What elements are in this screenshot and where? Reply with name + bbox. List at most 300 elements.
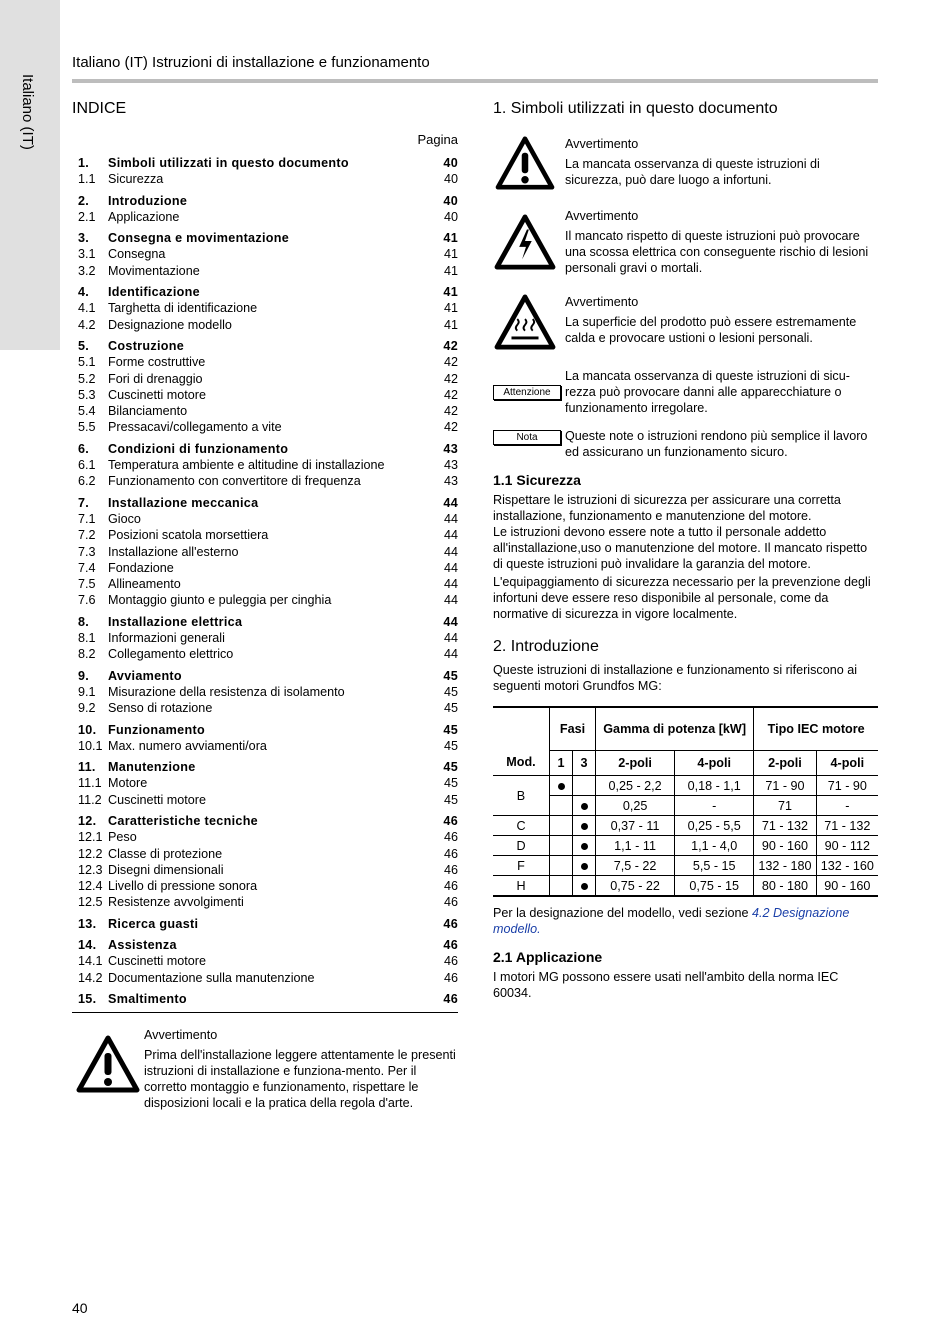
toc-entry-page: 42 (443, 371, 458, 386)
toc-entry-title: Motore (108, 776, 148, 791)
toc-entry-number: 10.1 (78, 738, 103, 753)
toc-entry-page: 44 (443, 528, 458, 543)
toc-group (72, 937, 458, 986)
toc-entry-title: Avviamento (108, 668, 182, 683)
table-row (493, 856, 878, 876)
toc-entry[interactable] (72, 775, 458, 791)
toc-entry-number: 3.2 (78, 263, 96, 278)
toc-entry-number: 7.4 (78, 560, 96, 575)
toc-entry-title: Gioco (108, 511, 141, 526)
toc-entry-number: 4.1 (78, 301, 96, 316)
cell-phase-f3 (573, 876, 596, 897)
toc-entry-page: 41 (443, 301, 458, 316)
toc-entry[interactable] (72, 614, 458, 630)
table-row (493, 776, 878, 796)
toc-entry-title: Targhetta di identificazione (108, 301, 258, 316)
toc-entry[interactable] (72, 991, 458, 1007)
cell-mod: B (493, 776, 550, 816)
toc-entry-title: Applicazione (108, 209, 180, 224)
toc-entry-title: Misurazione della resistenza di isolamento (108, 684, 345, 699)
col-gamma-4p: 4-poli (675, 751, 754, 776)
cell-g4: 0,75 - 15 (675, 876, 754, 897)
toc-entry-title: Assistenza (108, 938, 177, 953)
symbol-text: La superficie del prodotto può essere estremamente calda e provocare ustioni o lesioni personali. (565, 315, 857, 345)
table-row (493, 796, 878, 816)
toc-entry[interactable] (72, 387, 458, 403)
toc-entry-title: Caratteristiche tecniche (108, 813, 258, 828)
toc-entry-page: 44 (443, 577, 458, 592)
toc-entry-title: Funzionamento con convertitore di frequenza (108, 474, 361, 489)
cell-g2: 1,1 - 11 (596, 836, 675, 856)
toc-entry-page: 40 (443, 156, 458, 170)
toc-entry-title: Posizioni scatola morsettiera (108, 528, 269, 543)
toc-entry-page: 45 (443, 722, 458, 737)
toc-entry-page: 41 (443, 231, 458, 246)
toc-entry-page: 45 (443, 701, 458, 716)
toc-entry-title: Fori di drenaggio (108, 371, 203, 386)
installation-warning (72, 1027, 458, 1111)
toc-entry[interactable] (72, 862, 458, 878)
cell-g4: - (675, 796, 754, 816)
toc-entry[interactable] (72, 441, 458, 457)
toc-entry-page: 45 (443, 792, 458, 807)
motor-table (493, 706, 878, 897)
toc-entry-page: 44 (443, 593, 458, 608)
cell-t4: 90 - 160 (816, 876, 878, 897)
table-row (493, 876, 878, 897)
toc-entry[interactable] (72, 209, 458, 225)
toc-entry-title: Informazioni generali (108, 631, 225, 646)
toc-entry-title: Allineamento (108, 577, 181, 592)
toc-entry-page: 46 (443, 813, 458, 828)
toc-entry-number: 1.1 (78, 172, 96, 187)
toc-entry-title: Costruzione (108, 338, 185, 353)
cell-phase-f1 (550, 796, 573, 816)
toc-entry-number: 7.5 (78, 577, 96, 592)
toc-entry-number: 14.2 (78, 970, 103, 985)
bullet-icon (581, 863, 588, 870)
toc-entry-page: 46 (443, 916, 458, 931)
toc-entry-number: 14. (78, 938, 97, 953)
warning-label: Avvertimento (144, 1028, 218, 1043)
toc-entry-title: Livello di pressione sonora (108, 879, 258, 894)
cell-g2: 0,25 - 2,2 (596, 776, 675, 796)
toc-entry-number: 8.2 (78, 647, 96, 662)
page-header (72, 54, 430, 71)
section-1-title: 1. Simboli utilizzati in questo documento (493, 100, 778, 117)
toc-entry[interactable] (72, 738, 458, 754)
toc-entry-title: Collegamento elettrico (108, 647, 234, 662)
col-tipo-4p: 4-poli (816, 751, 878, 776)
toc-entry-number: 11. (78, 760, 96, 775)
toc-entry-number: 4. (78, 285, 90, 300)
toc-group (72, 722, 458, 755)
toc-entry[interactable] (72, 953, 458, 969)
toc-entry[interactable] (72, 511, 458, 527)
electric-shock-icon (493, 208, 565, 276)
toc-entry-number: 5.4 (78, 404, 96, 419)
toc-entry-title: Movimentazione (108, 263, 200, 278)
symbol-attention (493, 368, 878, 416)
toc-entry[interactable] (72, 338, 458, 354)
toc-entry-page: 42 (443, 387, 458, 402)
toc-entry-number: 7.2 (78, 528, 96, 543)
cell-phase-f3 (573, 776, 596, 796)
toc-entry[interactable] (72, 193, 458, 209)
toc-group (72, 284, 458, 333)
toc-entry[interactable] (72, 970, 458, 986)
toc-entry-title: Peso (108, 830, 137, 845)
toc-entry-title: Disegni dimensionali (108, 862, 224, 877)
toc-entry[interactable] (72, 155, 458, 171)
toc-entry-title: Smaltimento (108, 991, 187, 1006)
toc-entry-page: 45 (443, 760, 458, 775)
safety-paragraph-2: Le istruzioni devono essere note a tutto il personale addetto all'installazione,uso o manutenzione del motore. Il mancato rispetto di queste istruzioni può invalidare la garanzia del motore. (493, 525, 868, 571)
toc-entry[interactable] (72, 246, 458, 262)
toc-entry-number: 12.4 (78, 879, 103, 894)
note-badge: Nota (493, 430, 561, 445)
toc-entry-page: 43 (443, 474, 458, 489)
toc-entry-number: 6. (78, 441, 90, 456)
toc-group (72, 441, 458, 490)
col-gamma: Gamma di potenza [kW] (596, 707, 754, 751)
toc-entry-number: 3. (78, 231, 90, 246)
page-number: 40 (72, 1300, 88, 1316)
attention-badge: Attenzione (493, 385, 561, 400)
toc-entry[interactable] (72, 813, 458, 829)
toc-entry-title: Funzionamento (108, 722, 205, 737)
cell-t4: 132 - 160 (816, 856, 878, 876)
toc-group (72, 193, 458, 226)
toc-entry-number: 9.1 (78, 684, 96, 699)
toc-entry[interactable] (72, 592, 458, 608)
toc-entry-page: 43 (443, 441, 458, 456)
toc-entry-number: 10. (78, 722, 97, 737)
side-language-tab (0, 0, 60, 350)
content-column (493, 100, 878, 1001)
toc-entry[interactable] (72, 759, 458, 775)
cell-t2: 132 - 180 (754, 856, 816, 876)
cell-mod: H (493, 876, 550, 897)
toc-entry[interactable] (72, 171, 458, 187)
toc-entry-page: 44 (443, 647, 458, 662)
toc-entry[interactable] (72, 495, 458, 511)
toc-entry-page: 46 (443, 938, 458, 953)
toc-entry[interactable] (72, 284, 458, 300)
toc-page-column-header: Pagina (417, 132, 458, 147)
toc-entry-number: 9.2 (78, 701, 96, 716)
toc-entry[interactable] (72, 722, 458, 738)
safety-paragraph-3: L'equipaggiamento di sicurezza necessario per la prevenzione degli infortuni deve essere reso disponibile al personale, come da normative di sicurezza in vigore localmente. (493, 575, 871, 621)
cell-phase-f3 (573, 836, 596, 856)
cell-t2: 90 - 160 (754, 836, 816, 856)
toc-entry-number: 12.5 (78, 895, 103, 910)
toc-entry-title: Installazione elettrica (108, 614, 243, 629)
toc-entry-number: 12.3 (78, 862, 103, 877)
toc-entry[interactable] (72, 646, 458, 662)
toc-entry-page: 45 (443, 776, 458, 791)
toc-entry[interactable] (72, 700, 458, 716)
cell-t2: 71 - 132 (754, 816, 816, 836)
toc-entry-title: Cuscinetti motore (108, 387, 206, 402)
toc-entry-number: 13. (78, 916, 97, 931)
toc-entry-title: Designazione modello (108, 317, 232, 332)
cell-g2: 0,75 - 22 (596, 876, 675, 897)
toc-entry-number: 6.1 (78, 458, 96, 473)
toc-entry-page: 44 (443, 495, 458, 510)
toc-group (72, 759, 458, 808)
safety-paragraph-1: Rispettare le istruzioni di sicurezza per assicurare una corretta installazione, funzionamento e manutenzione del motore. (493, 493, 841, 523)
toc-entry-title: Ricerca guasti (108, 916, 199, 931)
toc-group (72, 155, 458, 188)
toc-group (72, 230, 458, 279)
toc-entry-title: Max. numero avviamenti/ora (108, 738, 267, 753)
header-language: Italiano (IT) (72, 54, 148, 71)
toc-entry-page: 46 (443, 879, 458, 894)
toc-entry[interactable] (72, 473, 458, 489)
toc-entry-title: Bilanciamento (108, 404, 188, 419)
toc-title: INDICE (72, 100, 127, 117)
symbol-text: La mancata osservanza di queste istruzioni di sicurezza, può dare luogo a infortuni. (565, 157, 820, 187)
toc-entry-title: Cuscinetti motore (108, 954, 206, 969)
toc-entry-title: Cuscinetti motore (108, 792, 206, 807)
toc-entry-title: Montaggio giunto e puleggia per cinghia (108, 593, 332, 608)
cell-g4: 5,5 - 15 (675, 856, 754, 876)
toc-entry-title: Documentazione sulla manutenzione (108, 970, 315, 985)
cell-phase-f1 (550, 876, 573, 897)
toc-entry-title: Identificazione (108, 285, 200, 300)
toc-column (72, 100, 458, 1111)
toc-entry-number: 5.3 (78, 387, 96, 402)
attention-text: La mancata osservanza di queste istruzioni di sicu-rezza può provocare danni alle apparecchiature o funzionamento irregolare. (565, 369, 850, 415)
cell-t4: 71 - 90 (816, 776, 878, 796)
toc-entry-number: 5.5 (78, 420, 96, 435)
cell-phase-f1 (550, 776, 573, 796)
section-2-title: 2. Introduzione (493, 638, 599, 655)
cell-phase-f1 (550, 816, 573, 836)
toc-entry-title: Consegna (108, 247, 166, 262)
toc-entry[interactable] (72, 419, 458, 435)
cell-g2: 0,25 (596, 796, 675, 816)
toc-entry-number: 12.2 (78, 846, 103, 861)
hot-surface-icon (493, 294, 565, 350)
cell-mod: F (493, 856, 550, 876)
toc-entry[interactable] (72, 792, 458, 808)
cell-g4: 0,18 - 1,1 (675, 776, 754, 796)
toc-entry-page: 44 (443, 631, 458, 646)
model-reference (493, 905, 878, 937)
symbol-label: Avvertimento (565, 137, 639, 151)
toc-entry-page: 46 (443, 862, 458, 877)
cell-phase-f1 (550, 836, 573, 856)
toc-entry[interactable] (72, 846, 458, 862)
toc-entry[interactable] (72, 937, 458, 953)
warning-exclamation-icon (493, 136, 565, 190)
table-row (493, 816, 878, 836)
toc-bottom-rule (72, 1012, 458, 1013)
col-mod: Mod. (493, 707, 550, 776)
toc-entry-number: 5.2 (78, 371, 96, 386)
col-fasi: Fasi (550, 707, 596, 751)
col-fase-1: 1 (550, 751, 573, 776)
toc-entry-page: 41 (443, 317, 458, 332)
cell-t2: 71 - 90 (754, 776, 816, 796)
toc-list (72, 155, 458, 1007)
toc-entry[interactable] (72, 371, 458, 387)
toc-entry-page: 46 (443, 846, 458, 861)
toc-entry[interactable] (72, 630, 458, 646)
toc-entry-title: Simboli utilizzati in questo documento (108, 156, 349, 170)
warning-exclamation-icon (72, 1027, 144, 1111)
bullet-icon (581, 823, 588, 830)
cell-mod: C (493, 816, 550, 836)
toc-entry-number: 15. (78, 991, 97, 1006)
symbol-warning-hot (493, 294, 878, 350)
toc-entry-title: Senso di rotazione (108, 701, 213, 716)
toc-entry-title: Manutenzione (108, 760, 196, 775)
toc-entry-page: 44 (443, 544, 458, 559)
toc-entry-number: 11.2 (78, 792, 102, 807)
toc-entry[interactable] (72, 668, 458, 684)
toc-entry-title: Installazione meccanica (108, 495, 259, 510)
toc-entry-title: Pressacavi/collegamento a vite (108, 420, 282, 435)
toc-entry[interactable] (72, 230, 458, 246)
cell-phase-f3 (573, 816, 596, 836)
toc-entry-page: 45 (443, 684, 458, 699)
toc-entry-number: 6.2 (78, 474, 96, 489)
toc-entry-page: 44 (443, 511, 458, 526)
cell-t2: 71 (754, 796, 816, 816)
cell-t4: 71 - 132 (816, 816, 878, 836)
toc-entry[interactable] (72, 560, 458, 576)
cell-phase-f3 (573, 796, 596, 816)
cell-mod: D (493, 836, 550, 856)
toc-entry-number: 7. (78, 495, 90, 510)
toc-entry-title: Sicurezza (108, 172, 164, 187)
toc-entry-page: 46 (443, 954, 458, 969)
toc-entry-number: 8.1 (78, 631, 96, 646)
toc-group (72, 495, 458, 609)
cell-g2: 0,37 - 11 (596, 816, 675, 836)
toc-entry-page: 40 (443, 193, 458, 208)
bullet-icon (581, 803, 588, 810)
toc-entry-number: 12. (78, 813, 97, 828)
toc-entry[interactable] (72, 354, 458, 370)
bullet-icon (581, 883, 588, 890)
cell-g2: 7,5 - 22 (596, 856, 675, 876)
toc-entry[interactable] (72, 457, 458, 473)
toc-entry[interactable] (72, 263, 458, 279)
warning-text: Prima dell'installazione leggere attentamente le presenti istruzioni di installazione e funziona-mento. Per il corretto montaggio e funzionamento, rispettare le disposizioni locali e la pratica della regola d'arte. (144, 1048, 456, 1111)
intro-text: Queste istruzioni di installazione e funzionamento si riferiscono ai seguenti motori Grundfos MG: (493, 663, 858, 693)
toc-group (72, 813, 458, 911)
side-tab-label: Italiano (IT) (19, 74, 36, 150)
col-gamma-2p: 2-poli (596, 751, 675, 776)
toc-entry-number: 9. (78, 668, 90, 683)
toc-entry[interactable] (72, 317, 458, 333)
cell-phase-f3 (573, 856, 596, 876)
toc-entry-number: 5.1 (78, 355, 96, 370)
symbol-text: Il mancato rispetto di queste istruzioni può provocare una scossa elettrica con conseguente rischio di lesioni personali gravi o mortali. (565, 229, 869, 275)
col-tipo-2p: 2-poli (754, 751, 816, 776)
bullet-icon (581, 843, 588, 850)
col-tipo: Tipo IEC motore (754, 707, 878, 751)
toc-entry-number: 2. (78, 193, 90, 208)
toc-entry-title: Fondazione (108, 560, 174, 575)
toc-entry-title: Consegna e movimentazione (108, 231, 290, 246)
table-row (493, 836, 878, 856)
toc-entry[interactable] (72, 300, 458, 316)
toc-entry-page: 41 (443, 285, 458, 300)
toc-group (72, 668, 458, 717)
toc-entry[interactable] (72, 544, 458, 560)
toc-entry-number: 1. (78, 156, 90, 170)
header-rule (72, 79, 878, 83)
toc-entry-page: 46 (443, 830, 458, 845)
toc-group (72, 991, 458, 1007)
col-fase-3: 3 (573, 751, 596, 776)
toc-entry[interactable] (72, 829, 458, 845)
cell-t4: - (816, 796, 878, 816)
toc-entry-number: 8. (78, 614, 90, 629)
symbol-warning-electric (493, 208, 878, 276)
toc-entry-page: 42 (443, 420, 458, 435)
toc-entry-page: 43 (443, 458, 458, 473)
toc-entry-number: 14.1 (78, 954, 103, 969)
toc-entry[interactable] (72, 878, 458, 894)
toc-entry-title: Forme costruttive (108, 355, 206, 370)
cell-t2: 80 - 180 (754, 876, 816, 897)
cell-g4: 1,1 - 4,0 (675, 836, 754, 856)
cell-phase-f1 (550, 856, 573, 876)
header-title: Istruzioni di installazione e funzionamento (152, 54, 430, 71)
toc-entry-page: 45 (443, 668, 458, 683)
toc-entry[interactable] (72, 527, 458, 543)
toc-entry-page: 42 (443, 355, 458, 370)
toc-entry[interactable] (72, 403, 458, 419)
toc-entry[interactable] (72, 894, 458, 910)
model-reference-text: Per la designazione del modello, vedi sezione (493, 906, 753, 920)
symbol-warning-general (493, 136, 878, 190)
toc-entry-number: 4.2 (78, 317, 96, 332)
cell-g4: 0,25 - 5,5 (675, 816, 754, 836)
toc-entry-number: 11.1 (78, 776, 102, 791)
toc-entry-title: Resistenze avvolgimenti (108, 895, 244, 910)
toc-entry-title: Introduzione (108, 193, 188, 208)
section-2-1-title: 2.1 Applicazione (493, 949, 603, 965)
toc-entry-title: Temperatura ambiente e altitudine di installazione (108, 458, 385, 473)
toc-entry-number: 3.1 (78, 247, 96, 262)
toc-entry-title: Classe di protezione (108, 846, 223, 861)
toc-entry-number: 7.6 (78, 593, 96, 608)
toc-entry[interactable] (72, 916, 458, 932)
toc-entry[interactable] (72, 576, 458, 592)
toc-entry-page: 45 (443, 738, 458, 753)
symbol-label: Avvertimento (565, 295, 639, 309)
toc-entry[interactable] (72, 684, 458, 700)
bullet-icon (558, 783, 565, 790)
toc-group (72, 614, 458, 663)
toc-entry-number: 5. (78, 338, 90, 353)
toc-entry-page: 40 (443, 172, 458, 187)
model-reference-link[interactable]: 4.2 Designazione modello. (493, 906, 850, 936)
toc-group (72, 338, 458, 436)
section-1-1-title: 1.1 Sicurezza (493, 472, 581, 488)
toc-entry-page: 46 (443, 895, 458, 910)
toc-entry-page: 42 (443, 338, 458, 353)
note-text: Queste note o istruzioni rendono più semplice il lavoro ed assicurano un funzionamento sicuro. (565, 429, 868, 459)
toc-entry-page: 46 (443, 991, 458, 1006)
